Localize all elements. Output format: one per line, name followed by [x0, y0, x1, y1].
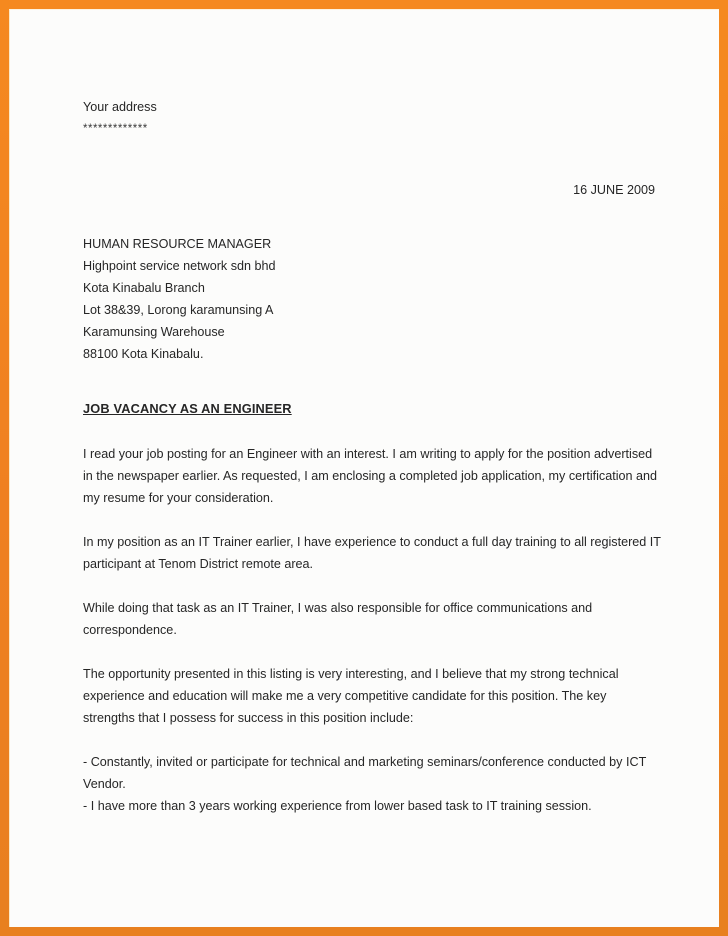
recipient-line: Karamunsing Warehouse — [83, 325, 225, 339]
recipient-address-block — [83, 233, 661, 365]
recipient-line: Kota Kinabalu Branch — [83, 281, 205, 295]
subject-heading: JOB VACANCY AS AN ENGINEER — [83, 401, 292, 416]
sender-address-label: Your address — [83, 100, 157, 114]
subject-heading-wrap — [83, 365, 661, 420]
recipient-line: Lot 38&39, Lorong karamunsing A — [83, 303, 274, 317]
body-paragraph: While doing that task as an IT Trainer, I was also responsible for office communications and correspondence. — [83, 601, 593, 637]
letter-date: 16 JUNE 2009 — [573, 183, 655, 197]
key-strengths-list — [83, 751, 661, 817]
recipient-line: HUMAN RESOURCE MANAGER — [83, 237, 272, 251]
document-page — [9, 9, 719, 927]
list-item: - I have more than 3 years working experience from lower based task to IT training session. — [83, 799, 592, 813]
body-paragraph: In my position as an IT Trainer earlier, I have experience to conduct a full day training to all registered IT participant at Tenom District remote area. — [83, 535, 661, 571]
body-paragraph: The opportunity presented in this listing is very interesting, and I believe that my strong technical experience and education will make me a very competitive candidate for this position. The key strengths that I possess for success in this position include: — [83, 667, 619, 725]
recipient-line: 88100 Kota Kinabalu. — [83, 347, 204, 361]
sender-address-block — [83, 96, 661, 140]
body-paragraph: I read your job posting for an Engineer with an interest. I am writing to apply for the position advertised in the newspaper earlier. As requested, I am enclosing a completed job application, my certification and my resume for your consideration. — [83, 447, 658, 505]
letter-body — [83, 96, 661, 817]
list-item: - Constantly, invited or participate for technical and marketing seminars/conference conducted by ICT Vendor. — [83, 755, 647, 791]
sender-address-redacted: ************* — [83, 123, 148, 135]
recipient-line: Highpoint service network sdn bhd — [83, 259, 276, 273]
